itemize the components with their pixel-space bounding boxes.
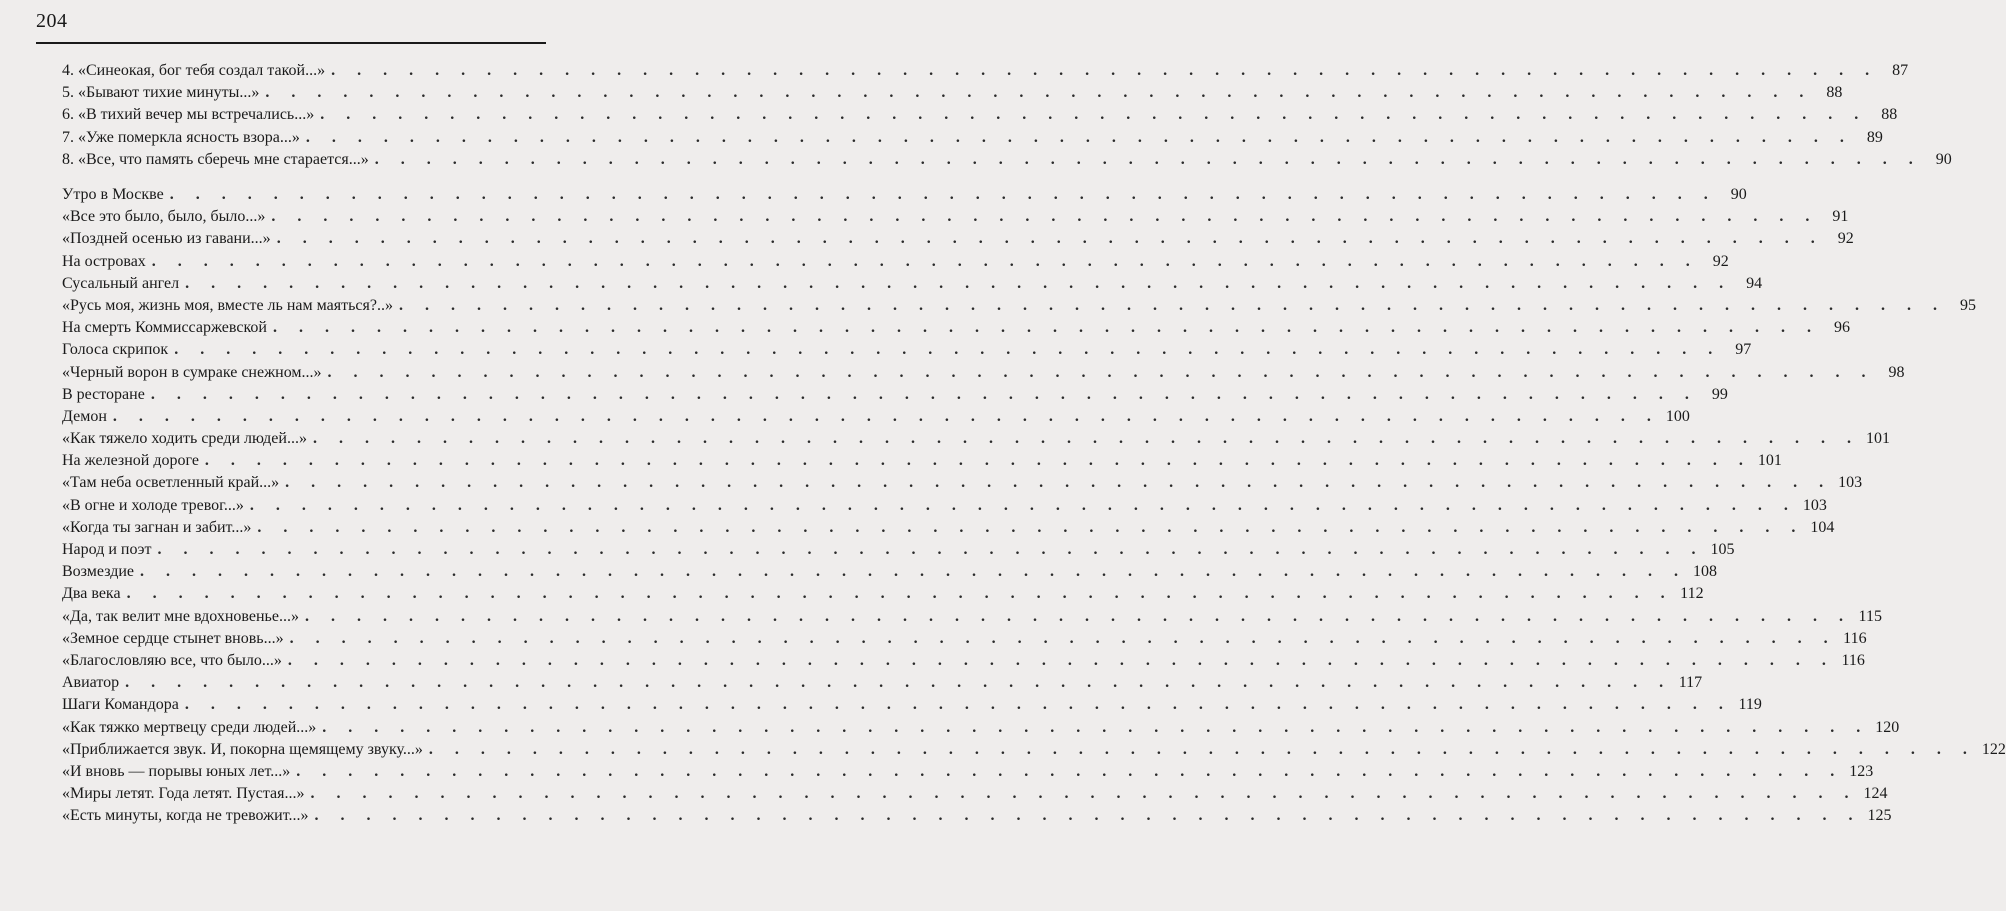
toc-entry-page: 105 (1710, 541, 1735, 558)
toc-entry-title: Авиатор (62, 674, 120, 692)
dot-leader: . . . . . . . . . . . . . . . . . . . . . . . . . . . . . . . . . . . . . . . . . . . . . . . . . . . . . . . . . . . . (296, 762, 1844, 780)
toc-entry-page: 101 (1757, 452, 1782, 470)
toc-entry (62, 696, 1762, 718)
toc-entry-page: 116 (1843, 629, 1867, 647)
toc-entry-title: 6. «В тихий вечер мы встречались...» (62, 106, 315, 124)
toc-entry-page: 112 (1680, 585, 1704, 603)
toc-entry-page: 96 (1833, 319, 1850, 337)
toc-entry-title: «Миры летят. Года летят. Пустая...» (62, 785, 305, 803)
toc-entry (62, 607, 1882, 630)
toc-entry-page: 117 (1678, 674, 1703, 692)
dot-leader: . . . . . . . . . . . . . . . . . . . . . . . . . . . . . . . . . . . . . . . . . . . . . . . . . . . . . . . . . . . . (322, 718, 1870, 736)
toc-entry-title: 4. «Синеокая, бог тебя создал такой...» (62, 62, 326, 79)
dot-leader: . . . . . . . . . . . . . . . . . . . . . . . . . . . . . . . . . . . . . . . . . . . . . . . . . . . . . . . . . . . . (150, 385, 1698, 403)
toc-entry (62, 84, 1843, 106)
dot-leader: . . . . . . . . . . . . . . . . . . . . . . . . . . . . . . . . . . . . . . . . . . . . . . . . . . . . . . . . . . . . (140, 563, 1688, 581)
toc-entry-title: Голоса скрипок (62, 341, 169, 359)
toc-entry-page: 100 (1665, 407, 1690, 425)
toc-entry-page: 108 (1693, 563, 1718, 581)
toc-entry (62, 106, 1898, 128)
dot-leader: . . . . . . . . . . . . . . . . . . . . . . . . . . . . . . . . . . . . . . . . . . . . . . . . . . . . . . . . . . . . (289, 629, 1837, 647)
dot-leader: . . . . . . . . . . . . . . . . . . . . . . . . . . . . . . . . . . . . . . . . . . . . . . . . . . . . . . . . . . . . (305, 128, 1853, 146)
toc-entry-title: 7. «Уже померкла ясность взора...» (62, 128, 300, 146)
toc-entry-title: На железной дороге (62, 452, 199, 470)
toc-group-poems (62, 186, 2006, 829)
toc-entry-page: 116 (1841, 651, 1865, 669)
toc-entry-title: Утро в Москве (62, 186, 164, 203)
toc-entry-page: 87 (1892, 62, 1909, 79)
dot-leader: . . . . . . . . . . . . . . . . . . . . . . . . . . . . . . . . . . . . . . . . . . . . . . . . . . . . . . . . . . . . (320, 106, 1868, 124)
toc-entry-page: 115 (1858, 607, 1882, 625)
dot-leader: . . . . . . . . . . . . . . . . . . . . . . . . . . . . . . . . . . . . . . . . . . . . . . . . . . . . . . . . . . . . (151, 252, 1699, 270)
toc-entry (62, 563, 1718, 585)
toc-entry (62, 785, 1888, 807)
toc-entry (62, 430, 1890, 452)
dot-leader: . . . . . . . . . . . . . . . . . . . . . . . . . . . . . . . . . . . . . . . . . . . . . . . . . . . . . . . . . . . . (257, 518, 1805, 536)
toc-entry-title: Демон (62, 407, 107, 425)
toc-entry (62, 252, 1729, 275)
dot-leader: . . . . . . . . . . . . . . . . . . . . . . . . . . . . . . . . . . . . . . . . . . . . . . . . . . . . . . . . . . . . (126, 585, 1674, 603)
toc-entry (62, 807, 1892, 829)
toc-entry-page: 97 (1735, 341, 1752, 359)
toc-entry-title: На островах (62, 252, 146, 270)
toc-entry-title: Возмездие (62, 563, 135, 581)
toc-entry-title: «Благословляю все, что было...» (62, 651, 282, 669)
toc-entry-page: 90 (1935, 150, 1952, 168)
toc-entry-page: 103 (1838, 474, 1863, 492)
header-rule (36, 42, 546, 44)
toc-entry-page: 90 (1730, 186, 1747, 203)
toc-entry (62, 62, 1909, 84)
toc-entry-page: 92 (1837, 230, 1854, 248)
dot-leader: . . . . . . . . . . . . . . . . . . . . . . . . . . . . . . . . . . . . . . . . . . . . . . . . . . . . . . . . . . . . (174, 341, 1722, 359)
dot-leader: . . . . . . . . . . . . . . . . . . . . . . . . . . . . . . . . . . . . . . . . . . . . . . . . . . . . . . . . . . . . (428, 740, 1976, 758)
dot-leader: . . . . . . . . . . . . . . . . . . . . . . . . . . . . . . . . . . . . . . . . . . . . . . . . . . . . . . . . . . . . (374, 150, 1922, 168)
toc-entry (62, 452, 1782, 474)
toc-entry-title: «Земное сердце стынет вновь...» (62, 629, 284, 647)
toc-entry-title: «Приближается звук. И, покорна щемящему звуку...» (62, 740, 423, 758)
dot-leader: . . . . . . . . . . . . . . . . . . . . . . . . . . . . . . . . . . . . . . . . . . . . . . . . . . . . . . . . . . . . (287, 651, 1835, 669)
toc-entry-title: «Поздней осенью из гавани...» (62, 230, 271, 248)
toc-entry-title: В ресторане (62, 385, 145, 403)
toc-entry-page: 104 (1810, 518, 1835, 536)
toc-entry-page: 94 (1746, 274, 1763, 292)
toc-entry (62, 629, 1867, 652)
toc-entry (62, 518, 1835, 541)
toc-entry-page: 122 (1981, 740, 2006, 758)
dot-leader: . . . . . . . . . . . . . . . . . . . . . . . . . . . . . . . . . . . . . . . . . . . . . . . . . . . . . . . . . . . . (125, 674, 1673, 692)
toc-entry-title: «В огне и холоде тревог...» (62, 496, 244, 514)
toc-entry (62, 341, 1752, 363)
toc-entry-title: Два века (62, 585, 121, 603)
toc-entry-title: «Русь моя, жизнь моя, вместе ль нам маяться?..» (62, 296, 393, 314)
dot-leader: . . . . . . . . . . . . . . . . . . . . . . . . . . . . . . . . . . . . . . . . . . . . . . . . . . . . . . . . . . . . (314, 807, 1862, 825)
toc-entry-page: 88 (1881, 106, 1898, 124)
toc-entry (62, 651, 1865, 674)
dot-leader: . . . . . . . . . . . . . . . . . . . . . . . . . . . . . . . . . . . . . . . . . . . . . . . . . . . . . . . . . . . . (185, 274, 1733, 292)
page-number: 204 (36, 10, 68, 32)
toc-entry (62, 474, 1863, 496)
dot-leader: . . . . . . . . . . . . . . . . . . . . . . . . . . . . . . . . . . . . . . . . . . . . . . . . . . . . . . . . . . . . (112, 407, 1660, 425)
dot-leader: . . . . . . . . . . . . . . . . . . . . . . . . . . . . . . . . . . . . . . . . . . . . . . . . . . . . . . . . . . . . (331, 62, 1879, 79)
toc-entry (62, 208, 1849, 230)
toc-entry (62, 296, 1976, 319)
toc-entry (62, 407, 1690, 430)
dot-leader: . . . . . . . . . . . . . . . . . . . . . . . . . . . . . . . . . . . . . . . . . . . . . . . . . . . . . . . . . . . . (272, 319, 1820, 337)
dot-leader: . . . . . . . . . . . . . . . . . . . . . . . . . . . . . . . . . . . . . . . . . . . . . . . . . . . . . . . . . . . . (265, 84, 1813, 102)
toc-entry-title: «Когда ты загнан и забит...» (62, 518, 252, 536)
toc-entry (62, 150, 1952, 173)
toc-entry-page: 123 (1849, 762, 1874, 780)
toc-entry (62, 128, 1883, 151)
toc-entry-title: «Там неба осветленный край...» (62, 474, 280, 492)
toc-entry-title: На смерть Коммиссаржевской (62, 319, 267, 337)
dot-leader: . . . . . . . . . . . . . . . . . . . . . . . . . . . . . . . . . . . . . . . . . . . . . . . . . . . . . . . . . . . . (204, 452, 1752, 470)
dot-leader: . . . . . . . . . . . . . . . . . . . . . . . . . . . . . . . . . . . . . . . . . . . . . . . . . . . . . . . . . . . . (249, 496, 1797, 514)
toc-entry-title: «Есть минуты, когда не тревожит...» (62, 807, 309, 825)
toc-entry (62, 230, 1854, 252)
toc-entry-page: 92 (1712, 252, 1729, 270)
toc-entry-title: Народ и поэт (62, 541, 152, 558)
toc-entry-title: Сусальный ангел (62, 274, 180, 292)
toc-entry-page: 103 (1802, 496, 1827, 514)
toc-entry (62, 496, 1827, 519)
toc-entry-page: 119 (1738, 696, 1762, 714)
toc-entry (62, 740, 2006, 763)
toc-entry (62, 762, 1874, 785)
toc-entry-page: 91 (1832, 208, 1849, 226)
toc-entry-page: 95 (1959, 296, 1976, 314)
toc-entry (62, 585, 1704, 607)
dot-leader: . . . . . . . . . . . . . . . . . . . . . . . . . . . . . . . . . . . . . . . . . . . . . . . . . . . . . . . . . . . . (327, 363, 1875, 381)
toc-entry (62, 186, 1747, 208)
dot-leader: . . . . . . . . . . . . . . . . . . . . . . . . . . . . . . . . . . . . . . . . . . . . . . . . . . . . . . . . . . . . (276, 230, 1824, 248)
toc-entry-title: «Черный ворон в сумраке снежном...» (62, 363, 322, 381)
toc-entry-title: 5. «Бывают тихие минуты...» (62, 84, 260, 102)
dot-leader: . . . . . . . . . . . . . . . . . . . . . . . . . . . . . . . . . . . . . . . . . . . . . . . . . . . . . . . . . . . . (312, 430, 1860, 448)
toc-entry-page: 98 (1888, 363, 1905, 381)
toc-entry-page: 101 (1865, 430, 1890, 448)
toc-entry-title: Шаги Командора (62, 696, 179, 714)
dot-leader: . . . . . . . . . . . . . . . . . . . . . . . . . . . . . . . . . . . . . . . . . . . . . . . . . . . . . . . . . . . . (184, 696, 1732, 714)
toc-entry-page: 89 (1866, 128, 1883, 146)
toc-entry-page: 125 (1867, 807, 1892, 825)
toc-entry-title: «И вновь — порывы юных лет...» (62, 762, 291, 780)
dot-leader: . . . . . . . . . . . . . . . . . . . . . . . . . . . . . . . . . . . . . . . . . . . . . . . . . . . . . . . . . . . . (285, 474, 1833, 492)
toc-entry (62, 319, 1850, 341)
toc-entry (62, 385, 1728, 408)
toc-entry-page: 99 (1711, 385, 1728, 403)
toc-entry-page: 120 (1875, 718, 1900, 736)
toc-entry-title: «Как тяжко мертвецу среди людей...» (62, 718, 317, 736)
dot-leader: . . . . . . . . . . . . . . . . . . . . . . . . . . . . . . . . . . . . . . . . . . . . . . . . . . . . . . . . . . . . (169, 186, 1717, 203)
toc-entry (62, 718, 1900, 741)
toc-entry (62, 541, 1735, 563)
dot-leader: . . . . . . . . . . . . . . . . . . . . . . . . . . . . . . . . . . . . . . . . . . . . . . . . . . . . . . . . . . . . (310, 785, 1858, 803)
toc-entry (62, 363, 1905, 386)
dot-leader: . . . . . . . . . . . . . . . . . . . . . . . . . . . . . . . . . . . . . . . . . . . . . . . . . . . . . . . . . . . . (398, 296, 1946, 314)
dot-leader: . . . . . . . . . . . . . . . . . . . . . . . . . . . . . . . . . . . . . . . . . . . . . . . . . . . . . . . . . . . . (304, 607, 1852, 625)
toc-entry-title: 8. «Все, что память сберечь мне старается...» (62, 150, 369, 168)
toc-entry-title: «Все это было, было, было...» (62, 208, 266, 226)
toc-entry (62, 674, 1703, 696)
toc-entry (62, 274, 1763, 297)
toc-entry-page: 88 (1826, 84, 1843, 102)
toc-entry-title: «Да, так велит мне вдохновенье...» (62, 607, 299, 625)
toc-entry-page: 124 (1863, 785, 1888, 803)
dot-leader: . . . . . . . . . . . . . . . . . . . . . . . . . . . . . . . . . . . . . . . . . . . . . . . . . . . . . . . . . . . . (157, 541, 1705, 558)
toc-entry-title: «Как тяжело ходить среди людей...» (62, 430, 307, 448)
dot-leader: . . . . . . . . . . . . . . . . . . . . . . . . . . . . . . . . . . . . . . . . . . . . . . . . . . . . . . . . . . . . (271, 208, 1819, 226)
toc-group-numbered (62, 62, 1952, 173)
